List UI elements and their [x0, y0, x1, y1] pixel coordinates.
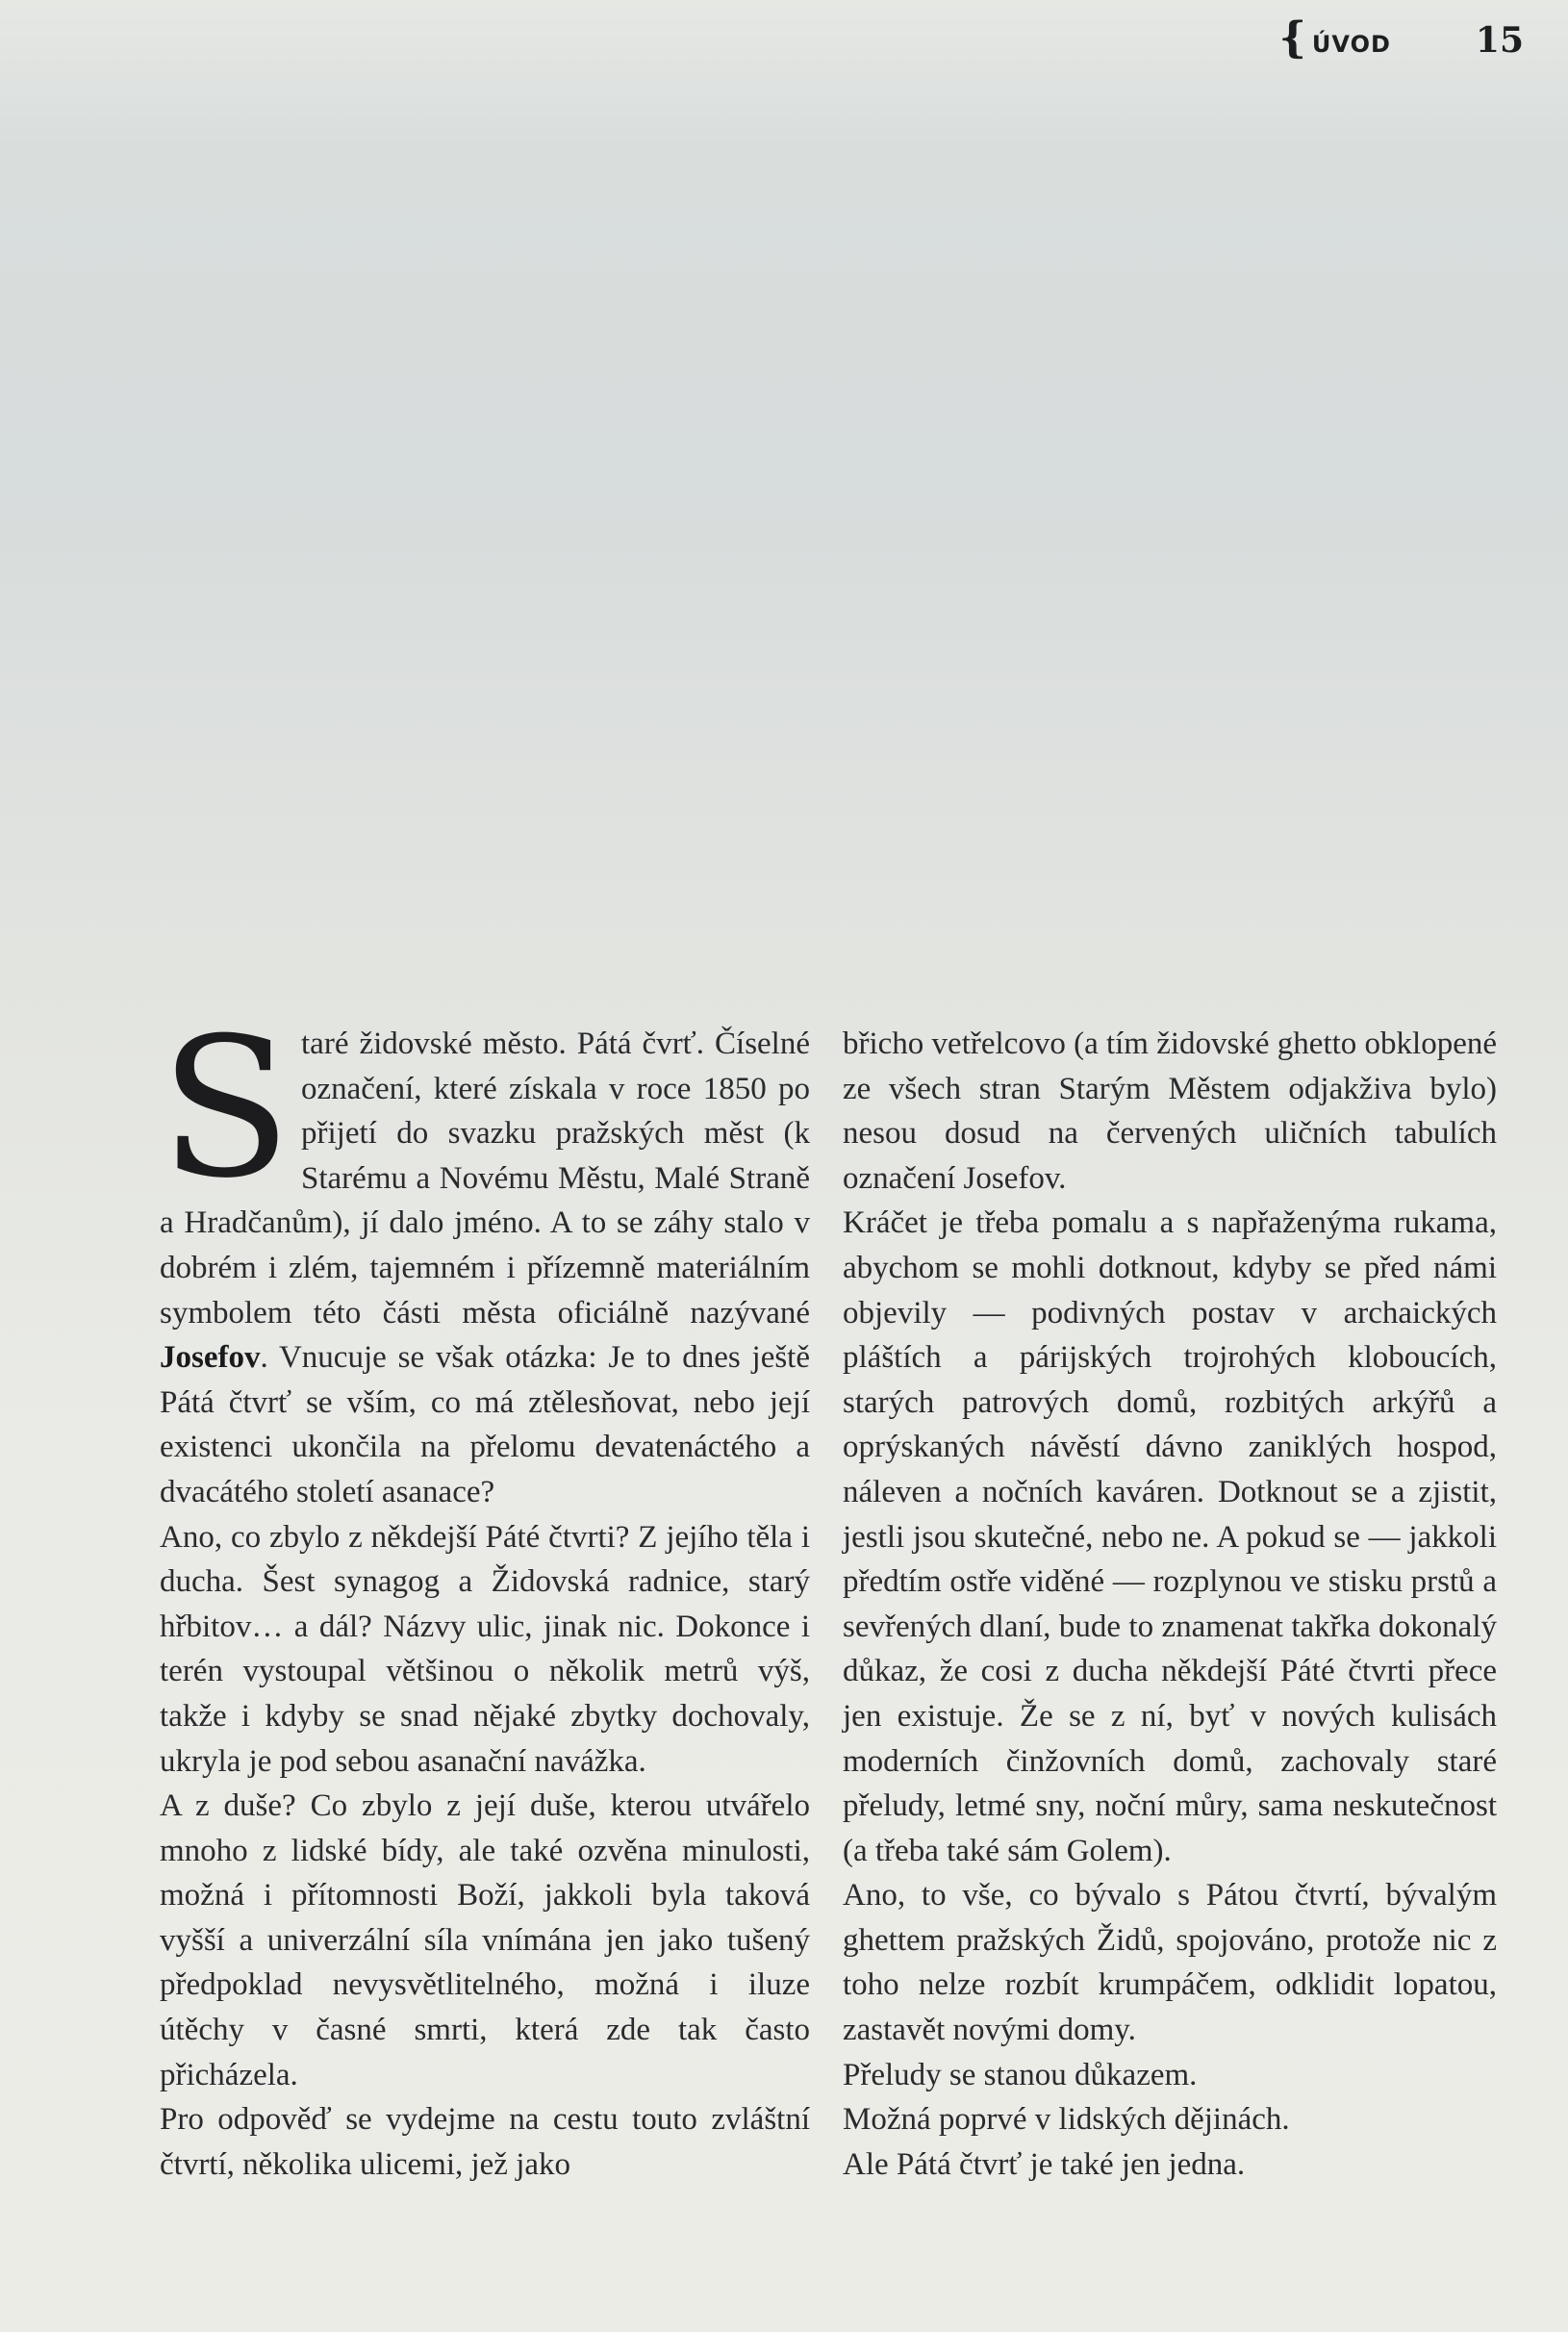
paragraph: Ano, to vše, co bývalo s Pátou čtvrtí, bývalým ghettem pražských Židů, spojováno, protože nic z toho nelze rozbít krumpáčem, odklidit lopatou, zastavět novými domy.	[843, 1878, 1497, 2048]
bold-term-josefov: Josefov	[160, 1340, 261, 1376]
drop-cap: S	[160, 997, 292, 1221]
text-column-right	[843, 1022, 1497, 2187]
page-number: 15	[1475, 20, 1524, 61]
paragraph: Ano, co zbylo z někdejší Páté čtvrti? Z jejího těla i ducha. Šest synagog a Židovská radnice, starý hřbitov… a dál? Názvy ulic, jinak nic. Dokonce i terén vystoupal většinou o několik metrů výš, takže i kdyby se snad nějaké zbytky dochovaly, ukryla je pod sebou asanační navážka.	[160, 1519, 810, 1779]
paragraph: Ale Pátá čtvrť je také jen jedna.	[843, 2146, 1246, 2182]
paragraph: Kráčet je třeba pomalu a s napřaženýma rukama, abychom se mohli dotknout, kdyby se před námi objevily — podivných postav v archaických pláštích a párijských trojrohých kloboucích, starých patrových domů, rozbitých arkýřů a oprýskaných návěstí dávno zaniklých hospod, náleven a nočních kaváren. Dotknout se a zjistit, jestli jsou skutečné, nebo ne. A pokud se — jakkoli předtím ostře viděné — rozplynou ve stisku prstů a sevřených dlaní, bude to znamenat takřka dokonalý důkaz, že cosi z ducha někdejší Páté čtvrti přece jen existuje. Že se z ní, byť v nových kulisách moderních činžovních domů, zachovaly staré přeludy, letmé sny, noční můry, sama neskutečnost (a třeba také sám Golem).	[843, 1205, 1497, 1868]
paragraph: Možná poprvé v lidských dějinách.	[843, 2102, 1290, 2138]
paragraph: břicho vetřelcovo (a tím židovské ghetto obklopené ze všech stran Starým Městem odjakživa bylo) nesou dosud na červených uličních tabulích označení Josefov.	[843, 1027, 1497, 1196]
paragraph-intro-start: taré židovské město. Pátá čvrť. Číselné označení, které získala v roce 1850 po přijetí do svazku pražských měst (k Starému a Novému Městu, Malé Straně a Hradčanům), jí dalo jméno. A to se záhy stalo v dobrém i zlém, tajemném i přízemně materiálním symbolem této části města oficiálně nazývané	[160, 1027, 810, 1331]
paragraph: Pro odpověď se vydejme na cestu touto zvláštní čtvrtí, několika ulicemi, jež jako	[160, 2102, 810, 2182]
section-title: ÚVOD	[1311, 31, 1391, 58]
brace-ornament: {	[1278, 13, 1306, 63]
paragraph-intro-end: . Vnucuje se však otázka: Je to dnes ještě Pátá čtvrť se vším, co má ztělesňovat, nebo její existenci ukončila na přelomu devatenáctého a dvacátého století asanace?	[160, 1340, 810, 1509]
paragraph-intro	[160, 997, 810, 1515]
paragraph: Přeludy se stanou důkazem.	[843, 2057, 1198, 2092]
paragraph: A z duše? Co zbylo z její duše, kterou utvářelo mnoho z lidské bídy, ale také ozvěna minulosti, možná i přítomnosti Boží, jakkoli byla taková vyšší a univerzální síla vnímána jen jako tušený předpoklad nevysvětlitelného, možná i iluze útěchy v časné smrti, která zde tak často přicházela.	[160, 1788, 810, 2092]
text-column-left	[160, 997, 810, 2187]
running-head	[1279, 13, 1524, 63]
